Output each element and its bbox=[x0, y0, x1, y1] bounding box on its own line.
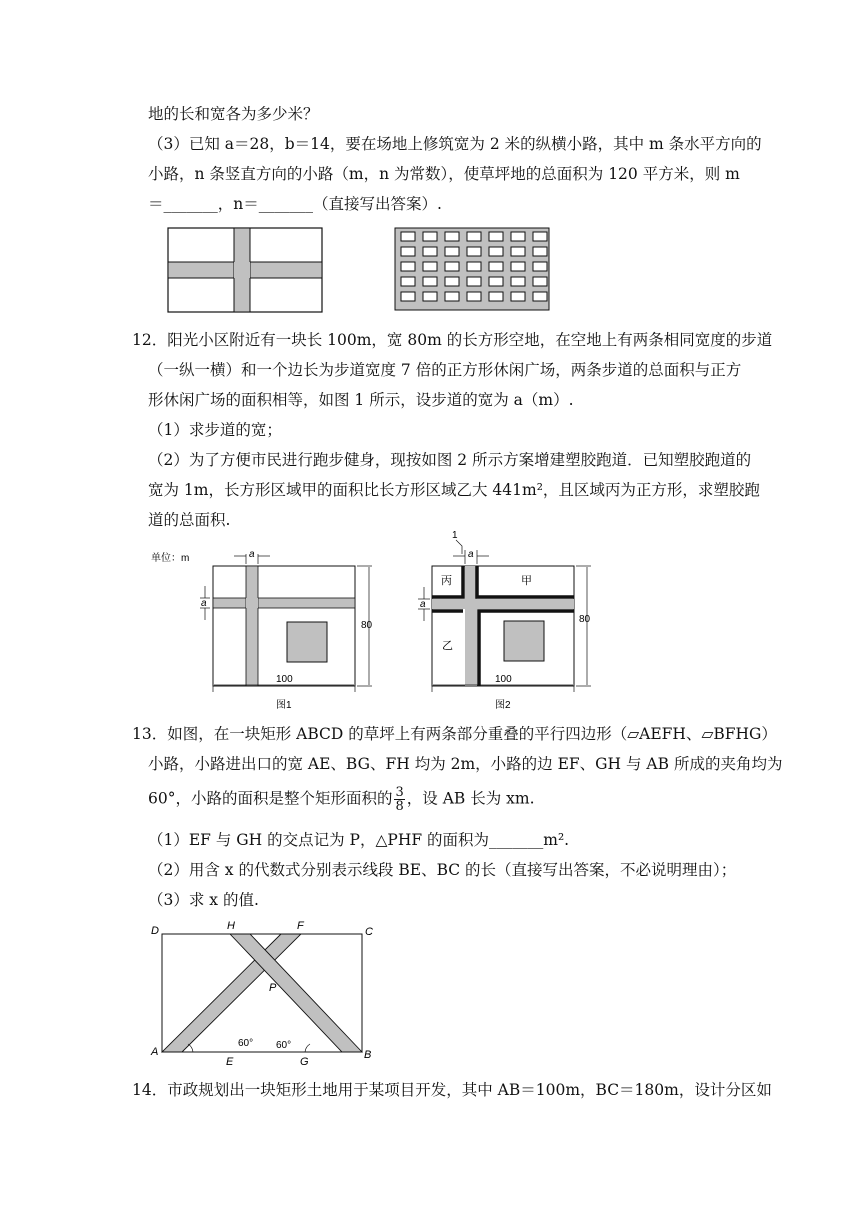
svg-text:80: 80 bbox=[579, 614, 591, 625]
grass-plot bbox=[423, 292, 437, 301]
q12-line: （1）求步道的宽； bbox=[148, 421, 282, 439]
q14-line: 14．市政规划出一块矩形土地用于某项目开发，其中 AB＝100m，BC＝180m，设计分区如 bbox=[132, 1081, 772, 1099]
svg-text:1: 1 bbox=[452, 530, 458, 541]
grass-plot bbox=[511, 262, 525, 271]
q12-line: 形休闲广场的面积相等，如图 1 所示，设步道的宽为 a（m）. bbox=[148, 391, 574, 409]
grass-plot bbox=[467, 277, 481, 286]
svg-text:F: F bbox=[297, 920, 304, 932]
svg-text:a: a bbox=[249, 549, 255, 560]
grass-plot bbox=[489, 247, 503, 256]
fraction: $\frac{3}{8}$ bbox=[395, 785, 404, 814]
svg-text:A: A bbox=[151, 1046, 159, 1058]
svg-text:a: a bbox=[420, 599, 426, 610]
svg-text:C: C bbox=[365, 926, 373, 938]
grass-plot bbox=[533, 232, 547, 241]
grass-plot bbox=[511, 232, 525, 241]
grass-plot bbox=[401, 262, 415, 271]
svg-text:60°: 60° bbox=[276, 1040, 292, 1051]
grass-plot bbox=[423, 232, 437, 241]
grass-plot bbox=[467, 232, 481, 241]
text-line: 小路，n 条竖直方向的小路（m，n 为常数），使草坪地的总面积为 120 平方米，则 m bbox=[148, 165, 740, 183]
q13-line: （1）EF 与 GH 的交点记为 P，△PHF 的面积为_______m². bbox=[148, 831, 570, 849]
svg-text:a: a bbox=[468, 549, 474, 560]
q12-line: 道的总面积. bbox=[148, 511, 231, 529]
svg-text:B: B bbox=[364, 1049, 372, 1061]
q13-line bbox=[148, 786, 535, 813]
grass-plot bbox=[401, 277, 415, 286]
q13-text: ，设 AB 长为 xm. bbox=[406, 789, 535, 808]
q12-figure-2 bbox=[412, 526, 612, 718]
cross-road-figure bbox=[166, 226, 324, 314]
grass-plot bbox=[489, 232, 503, 241]
svg-text:G: G bbox=[300, 1056, 309, 1068]
grass-plot bbox=[423, 277, 437, 286]
svg-text:甲: 甲 bbox=[521, 575, 532, 587]
svg-text:100: 100 bbox=[495, 674, 512, 685]
grass-plot bbox=[467, 262, 481, 271]
grass-plot bbox=[533, 247, 547, 256]
figure-caption: 图1 bbox=[276, 700, 292, 711]
unit-label: 单位：m bbox=[151, 553, 190, 564]
q13-line: 13．如图，在一块矩形 ABCD 的草坪上有两条部分重叠的平行四边形（▱AEFH、▱BFHG） bbox=[132, 725, 777, 743]
grass-plot bbox=[511, 292, 525, 301]
grass-plot bbox=[445, 277, 459, 286]
grid-road-figure bbox=[393, 226, 551, 312]
grass-plot bbox=[489, 292, 503, 301]
q13-line: （3）求 x 的值. bbox=[148, 891, 259, 909]
q13-line: （2）用含 x 的代数式分别表示线段 BE、BC 的长（直接写出答案，不必说明理由）； bbox=[148, 861, 737, 879]
grass-plot bbox=[401, 292, 415, 301]
grass-plot bbox=[401, 232, 415, 241]
svg-text:D: D bbox=[151, 925, 159, 937]
svg-text:丙: 丙 bbox=[441, 575, 452, 587]
grass-plot bbox=[467, 247, 481, 256]
text-line: ＝_______，n＝_______（直接写出答案）. bbox=[148, 195, 442, 213]
q12-line: （2）为了方便市民进行跑步健身，现按如图 2 所示方案增建塑胶跑道．已知塑胶跑道的 bbox=[148, 451, 752, 469]
q13-figure bbox=[145, 915, 385, 1071]
svg-text:a: a bbox=[201, 598, 207, 609]
text-line: 地的长和宽各为多少米？ bbox=[148, 105, 319, 123]
grass-plot bbox=[445, 232, 459, 241]
figure-caption: 图2 bbox=[495, 700, 511, 711]
grass-plot bbox=[511, 247, 525, 256]
grass-plot bbox=[489, 262, 503, 271]
grass-plot bbox=[511, 277, 525, 286]
grass-plot bbox=[467, 292, 481, 301]
grass-plot bbox=[533, 292, 547, 301]
q12-figure-1 bbox=[148, 540, 388, 718]
q13-text: 60°，小路的面积是整个矩形面积的 bbox=[148, 789, 393, 808]
q12-line: 12．阳光小区附近有一块长 100m，宽 80m 的长方形空地，在空地上有两条相同宽度的步道 bbox=[132, 331, 773, 349]
grass-plot bbox=[489, 277, 503, 286]
grass-plot bbox=[401, 247, 415, 256]
q12-line: （一纵一横）和一个边长为步道宽度 7 倍的正方形休闲广场，两条步道的总面积与正方 bbox=[148, 361, 742, 379]
grass-plot bbox=[533, 277, 547, 286]
svg-text:60°: 60° bbox=[238, 1038, 254, 1049]
svg-text:乙: 乙 bbox=[442, 640, 453, 652]
svg-text:E: E bbox=[226, 1056, 234, 1068]
svg-text:80: 80 bbox=[361, 620, 373, 631]
grass-plot bbox=[423, 247, 437, 256]
q13-line: 小路，小路进出口的宽 AE、BG、FH 均为 2m，小路的边 EF、GH 与 AB 所成的夹角均为 bbox=[148, 755, 783, 773]
grass-plot bbox=[445, 262, 459, 271]
grass-plot bbox=[423, 262, 437, 271]
grass-plot bbox=[445, 292, 459, 301]
svg-text:100: 100 bbox=[276, 674, 293, 685]
svg-text:P: P bbox=[269, 982, 277, 994]
grass-plot bbox=[533, 262, 547, 271]
q12-line: 宽为 1m，长方形区域甲的面积比长方形区域乙大 441m²，且区域丙为正方形，求塑胶跑 bbox=[148, 481, 760, 499]
svg-text:H: H bbox=[227, 920, 235, 932]
grass-plot bbox=[445, 247, 459, 256]
text-line: （3）已知 a＝28，b＝14，要在场地上修筑宽为 2 米的纵横小路，其中 m 条水平方向的 bbox=[148, 135, 762, 153]
